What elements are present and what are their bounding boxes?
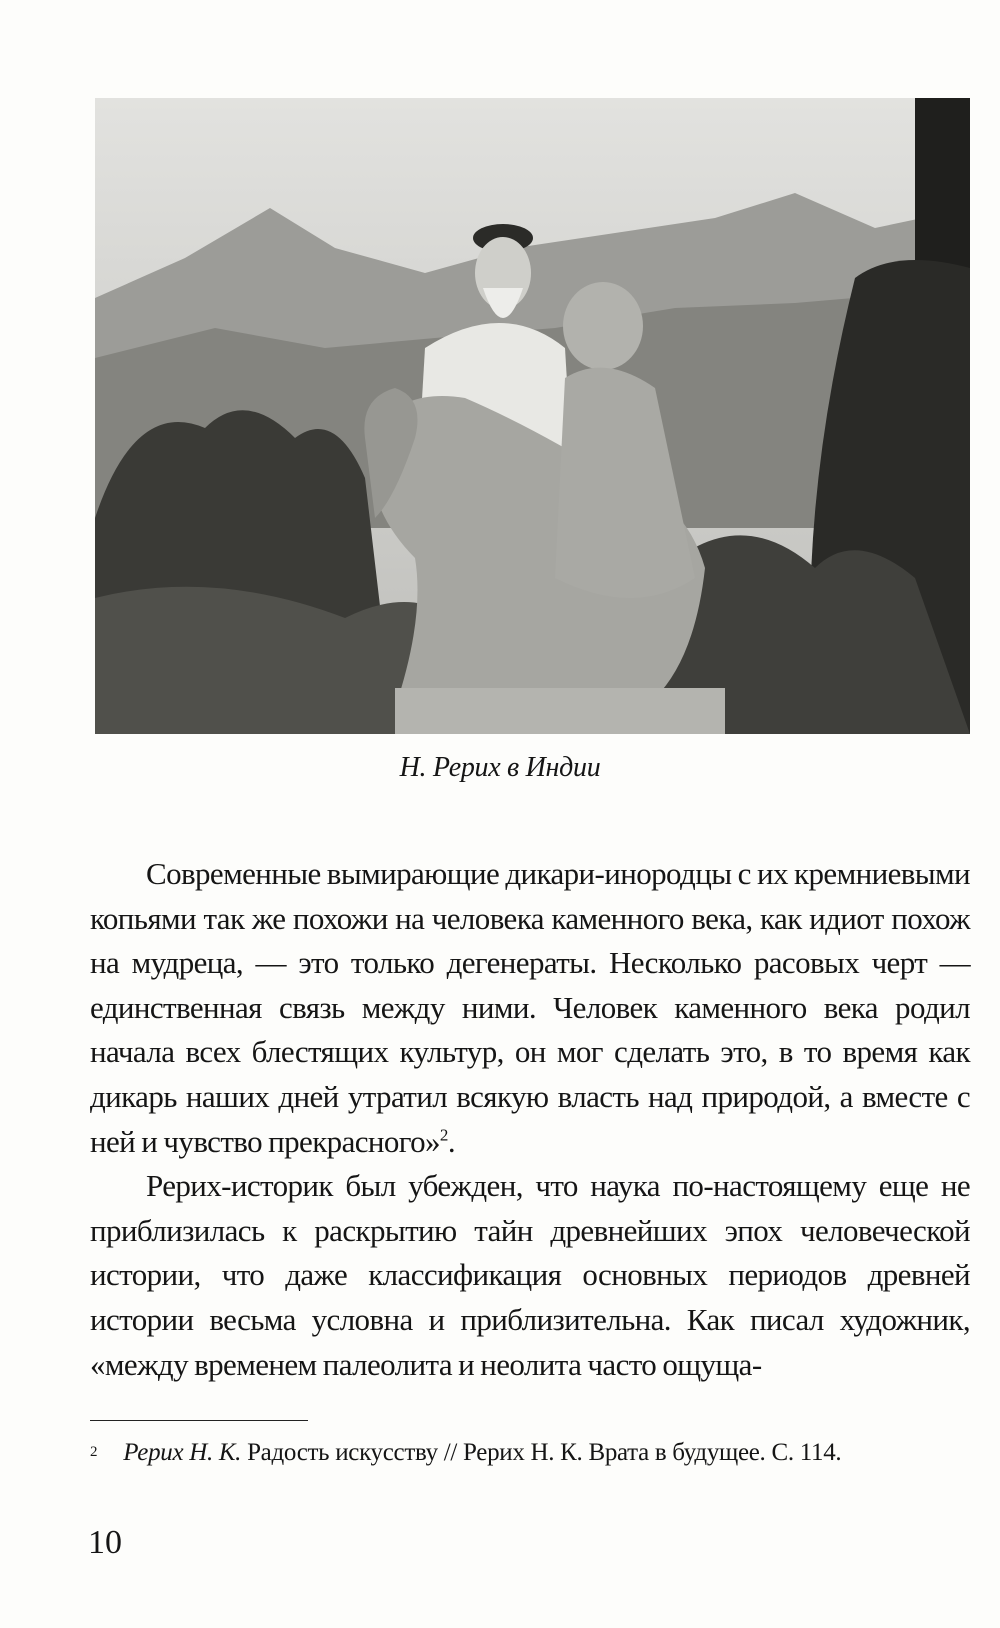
body-text [90,852,970,1387]
page-number: 10 [88,1524,122,1561]
footnote-divider [90,1420,308,1421]
footnote-number: 2 [90,1444,98,1460]
footnote [90,1436,970,1469]
photo-illustration [95,98,970,734]
paragraph: Современные вымирающие дикари-инородцы с их кремниевыми копьями так же похожи на человека каменного века, как идиот похож на мудреца, — это только дегенераты. Несколько расовых черт — единственная связь между ними. Человек каменного века родил начала всех блестящих культур, он мог сделать это, в то время как дикарь наших дней утратил всякую власть над природой, а вместе с ней и чувство прекрасного»$^2$. [90,856,970,1159]
paragraph: Рерих-историк был убежден, что наука по-настоящему еще не приблизилась к раскрытию тайн древнейших эпох человеческой истории, что даже классификация основных периодов древней истории весьма условна и приблизительна. Как писал художник, «между временем палеолита и неолита часто ощуща- [90,1168,970,1382]
footnote-text: Радость искусству // Рерих Н. К. Врата в будущее. С. 114. [247,1439,842,1466]
photograph [95,98,970,734]
photo-caption: Н. Рерих в Индии [399,752,601,783]
footnote-author: Рерих Н. К. [123,1439,242,1466]
footnote-reference[interactable]: 2 [439,1125,448,1145]
